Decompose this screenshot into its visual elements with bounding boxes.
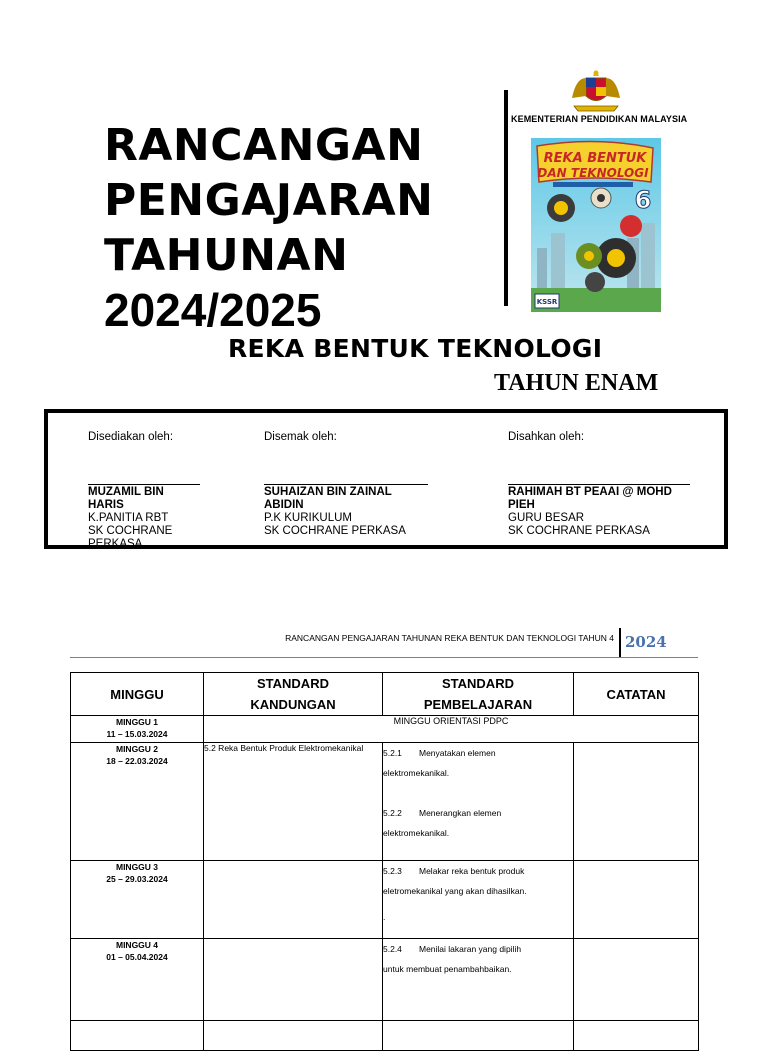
catatan-cell bbox=[574, 1021, 699, 1051]
week-label: MINGGU 3 bbox=[115, 862, 159, 872]
signature-prepared bbox=[88, 431, 200, 551]
sp-code: 5.2.4 bbox=[383, 944, 402, 954]
standard-pembelajaran-cell bbox=[383, 861, 574, 939]
signature-approved bbox=[508, 431, 690, 538]
book-grade: 6 bbox=[634, 186, 652, 214]
week-cell bbox=[71, 716, 204, 743]
year-level: TAHUN ENAM bbox=[494, 370, 659, 396]
week-dates: 01 – 05.04.2024 bbox=[106, 952, 168, 962]
sp-item bbox=[383, 803, 573, 823]
sp-code: 5.2.3 bbox=[383, 866, 402, 876]
signature-role: GURU BESAR bbox=[508, 512, 585, 524]
week-label: MINGGU 4 bbox=[115, 940, 159, 950]
signature-label: Disemak oleh: bbox=[264, 431, 337, 443]
week-dates: 25 – 29.03.2024 bbox=[106, 874, 168, 884]
standard-pembelajaran-cell bbox=[383, 743, 574, 861]
signature-label: Disediakan oleh: bbox=[88, 431, 174, 443]
week-cell bbox=[71, 939, 204, 1021]
standard-pembelajaran-cell bbox=[383, 1021, 574, 1051]
signature-school: SK COCHRANE PERKASA bbox=[88, 525, 173, 550]
catatan-cell bbox=[574, 939, 699, 1021]
title-line: PENGAJARAN bbox=[104, 175, 434, 226]
signature-reviewed bbox=[264, 431, 428, 538]
sp-cont: eletromekanikal yang akan dihasilkan. bbox=[383, 886, 527, 896]
main-title bbox=[104, 118, 504, 338]
week-dates: 18 – 22.03.2024 bbox=[106, 756, 168, 766]
page-header-text: RANCANGAN PENGAJARAN TAHUNAN REKA BENTUK DAN TEKNOLOGI TAHUN 4 bbox=[285, 633, 614, 643]
header-standard-pembelajaran bbox=[383, 673, 574, 716]
sp-cont: elektromekanikal. bbox=[383, 828, 450, 838]
signature-box bbox=[44, 409, 728, 549]
signature-role: K.PANITIA RBT bbox=[88, 512, 169, 524]
header-rule bbox=[70, 657, 698, 658]
header-line: STANDARD bbox=[442, 676, 514, 691]
sp-cont: untuk membuat penambahbaikan. bbox=[383, 964, 512, 974]
catatan-cell bbox=[574, 861, 699, 939]
sp-item bbox=[383, 939, 573, 959]
sp-trailing: . bbox=[383, 912, 386, 922]
signature-school: SK COCHRANE PERKASA bbox=[264, 525, 406, 537]
standard-kandungan-cell: 5.2 Reka Bentuk Produk Elektromekanikal bbox=[204, 743, 383, 861]
signature-line bbox=[264, 484, 428, 485]
signature-name: SUHAIZAN BIN ZAINAL ABIDIN bbox=[264, 486, 392, 511]
week-label: MINGGU 1 bbox=[115, 717, 159, 727]
subject-title: REKA BENTUK TEKNOLOGI bbox=[228, 334, 603, 363]
sp-text: Menerangkan elemen bbox=[419, 808, 502, 818]
standard-kandungan-cell bbox=[204, 861, 383, 939]
signature-line bbox=[508, 484, 690, 485]
title-year: 2024/2025 bbox=[104, 284, 322, 336]
sp-text: Melakar reka bentuk produk bbox=[419, 866, 525, 876]
signature-name: RAHIMAH BT PEAAI @ MOHD PIEH bbox=[508, 486, 672, 511]
header-catatan: CATATAN bbox=[574, 673, 699, 716]
standard-kandungan-cell bbox=[204, 1021, 383, 1051]
sp-text: Menilai lakaran yang dipilih bbox=[419, 944, 522, 954]
header-line: KANDUNGAN bbox=[250, 697, 336, 712]
table-row bbox=[71, 939, 699, 1021]
malaysia-coat-of-arms-icon bbox=[566, 68, 626, 114]
table-row bbox=[71, 1021, 699, 1051]
lesson-plan-table bbox=[70, 672, 699, 1051]
week-cell bbox=[71, 1021, 204, 1051]
textbook-cover-image bbox=[531, 138, 661, 312]
header-line: STANDARD bbox=[257, 676, 329, 691]
header-standard-kandungan bbox=[204, 673, 383, 716]
table-header-row bbox=[71, 673, 699, 716]
header-minggu: MINGGU bbox=[71, 673, 204, 716]
standard-pembelajaran-cell bbox=[383, 939, 574, 1021]
week-dates: 11 – 15.03.2024 bbox=[106, 729, 168, 739]
signature-line bbox=[88, 484, 200, 485]
table-row bbox=[71, 716, 699, 743]
week-cell bbox=[71, 861, 204, 939]
ministry-name: KEMENTERIAN PENDIDIKAN MALAYSIA bbox=[511, 114, 688, 124]
signature-school: SK COCHRANE PERKASA bbox=[508, 525, 650, 537]
orientation-cell: MINGGU ORIENTASI PDPC bbox=[204, 716, 699, 743]
vertical-divider bbox=[504, 90, 508, 306]
sp-text: Menyatakan elemen bbox=[419, 748, 496, 758]
header-divider bbox=[619, 628, 621, 658]
sp-cont: elektromekanikal. bbox=[383, 768, 450, 778]
signature-name: MUZAMIL BIN HARIS bbox=[88, 486, 164, 511]
header-line: PEMBELAJARAN bbox=[423, 697, 533, 712]
title-line: RANCANGAN bbox=[104, 120, 424, 171]
table-row bbox=[71, 861, 699, 939]
table-row bbox=[71, 743, 699, 861]
sp-item bbox=[383, 861, 573, 881]
signature-label: Disahkan oleh: bbox=[508, 431, 585, 443]
signature-role: P.K KURIKULUM bbox=[264, 512, 352, 524]
book-title-line2: DAN TEKNOLOGI bbox=[537, 166, 649, 180]
week-label: MINGGU 2 bbox=[115, 744, 159, 754]
sp-code: 5.2.1 bbox=[383, 748, 402, 758]
book-title-line1: REKA BENTUK bbox=[543, 151, 647, 166]
book-badge: KSSR bbox=[536, 298, 558, 306]
page-header-year: 2024 bbox=[625, 633, 667, 651]
standard-kandungan-cell bbox=[204, 939, 383, 1021]
title-line: TAHUNAN bbox=[104, 230, 349, 281]
week-cell bbox=[71, 743, 204, 861]
sp-item bbox=[383, 743, 573, 763]
catatan-cell bbox=[574, 743, 699, 861]
sp-code: 5.2.2 bbox=[383, 808, 402, 818]
